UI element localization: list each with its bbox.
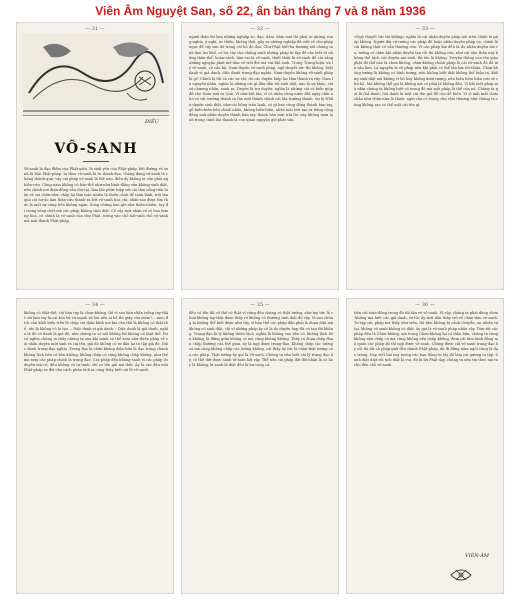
page-36 [346, 298, 504, 594]
page-number: — 36 — [415, 302, 435, 308]
dragon-illustration [23, 33, 169, 116]
dragon-icon [23, 33, 169, 115]
column-text: đều có tên thì có thể có thật vì cũng đều chẳng có thật tướng, như tay tức là chơn-không tay-thật được thấy rõ không có thường sinh diệt đó vậy. Vì sao chúng ta không thể biết được như vậy, vì bản thể các pháp đâu phải là đoạn diệt mà không có sinh diệt, chỉ vì những pháp ấy có là do duyên hợp thì có tan thì không. Trung-đạo là lý không thiên lệch, nghĩa là không vẹo bên có, không lệch bên không, là đứng giữa không có mà cũng không không. Thấy rõ đoạn chấp đoạn chấp thường của thế gian, ấy là ngộ được trung-đạo. Không chấp các tướng có mà cũng không chấp các tướng không, cái thấy ấy tức là chân-thật tướng của các pháp. Thật tướng ấy gọi là Vô-sanh. Chúng ta nên biết cái lý trung đạo ấy, có thể dứt được sanh tử luân hồi vậy. Thế nên cái pháp đời đời nhận là có hay là không, là sanh là diệt đều là hư vọng cả. [189, 311, 333, 368]
page-35 [181, 298, 339, 594]
page-number: — 32 — [250, 26, 270, 32]
page-number: — 31 — [85, 26, 105, 32]
title-divider [83, 161, 109, 162]
author-signature: VIÊN-ÂM [465, 553, 490, 559]
page-number: — 35 — [250, 302, 270, 308]
illustration-caption: ĐIỀU [145, 119, 159, 125]
page-31 [16, 22, 174, 290]
endless-knot-icon [447, 565, 475, 585]
magazine-header: Viên Âm Nguyệt San, số 22, ấn bản tháng 7 và 8 năm 1936 [95, 4, 426, 18]
page-33 [346, 22, 504, 290]
page-number: — 34 — [85, 302, 105, 308]
column-text: khổng có thật-thể, cái bàn tay là chơn-không, thì vì sao bàn chân trông tay-thật cái bàn tay là sai kéo bẻ và mạnh và lau nếu ai bố thì giây còn mềm?... mục đích của khối hiểu trên lộ chấp cái thân hình nơi kia cho thế là không có thật thể, tức là không có lạ tạo. – Diệc danh vì giả danh. - Diệc danh là giả danh, nghĩa là đó có danh là giả đó, như chúng ta có nói không thì không có thật thể. Đó có nghĩa chúng ta thấy chúng ta sáu khi mình có thể xem như thiên pháp về cái nhân duyên mới sinh ra cái tên, giả đó không có từ đâu lại tu tập giả đó. Diệc danh trung-đạo nghĩa. Trung đạo là chân-không diệu-hữu là đạo trung chánh không lệch bên có bên không, không chấp có cũng không chấp không, như thế mà xem các pháp chính là trung đạo. Các pháp đều không-sanh vì các pháp do duyên mà có, đều không có tự tánh, chỉ có tên giả mà thôi. Ấy là các đầu mối Phật-pháp ra đời cho cách phân tích ai cũng thấy biết cái lẽ vô-sanh. [24, 311, 168, 373]
article-title: VÔ-SANH [54, 141, 138, 157]
column-text: Vô-sanh là đạo điểm của Phật-giáo, là sinh yếu của Phật-pháp, kết đường võ sanh là bốn Phật-pháp, ta theo vô-sanh là tu thành-đạo, chúng đang vô-sanh là chúng thành-quả; vậy cái pháp vô-sanh là thế nào, điều ấy không ta cần phải nghiên-cứu. Cùng nam không có bản-thể như-như bình-đẳng vẫn không sinh diệt, nên chính nơi diện-đồng vẫn tồn-tại, làm lấn phức hiệp với cái tâm sống-tiền hiện và sai chân-như, chấp lại lâm mặc nhiên là thiên cảnh để toàn lãnh, trôi lăn qua cõi hư-ảo làm thân-cửu thành-ra bớt vô-sanh hóa chỉ, nhân-sao được tìm thức là một sự cùng tiến không ngăn. Song chúng bao giờ như thiên-nhiên, tuy đi trong sống chết mà các pháp không sinh diệt. Có vậy mới nhận về có bao hương hoa, có chính là vô-sanh của chư Phật, trông vào chỗ bất-sinh chỗ vô-sanh mà mãi thành Phật-pháp. [24, 167, 168, 224]
column-text: tiên cái toàn-đồng trong đó thì tận về vô-sanh. Vì vậy, chúng ta phải dùng chơn-không mà biết các giả-danh, từ lúc ấy mới dần thấy trở về chơn-tâm vô-sanh. Tu-tập các pháp mà thấy như trên, thì tâm không bị cảnh chuyển, an nhiên tự tại, không có sanh không có diệt, ấy gọi là vô-sanh pháp nhẫn vậy. Tóm-tắt các pháp đều là Chơn-không, mà trong Chơn-không lại có diệu hữu, chúng ta cũng không nên chấp có mà cũng không nên chấp không, đem cái tâm bình đẳng mà quán các pháp đó thì ngộ được vô-sanh. Chúng được cái vô-sanh trung-đạo ấy rồi thì tất cả pháp-giới đều thành Phật-pháp, dù đi đứng nằm ngồi cũng là đạo tràng. Nay viết bài này mong các bạn đồng-tu lấy đó làm cái gương tu tập. Sanh diệt diệt rồi tịch diệt là vui, đó là lời Phật dạy, chúng ta nên tin theo mà tu cho đến chỗ vô-sanh. [354, 311, 498, 368]
page-32 [181, 22, 339, 290]
column-text: «Ngộ thuyết tức thị không» nghĩa là cái nhân-duyên pháp nói trên chính là pháp không. Người đời cứ tướng các pháp đó hoặc nhân-duyên-pháp nọ, chính là cái không thật có vẫn thường còn. Vì các pháp kia đều là do nhân-duyên mà ra, tướng có chìm khi nhân-duyên tan rồi thì không còn, như cái tâm thân này không thể tách các duyên mà sinh, thì tức là không. Truyền thống của tôn giáo phật đó thể nào là chơn-không, chơn-không chỉnh pháp là cái vô-sanh đó đó mà sáu làm. Là nguyên là vô pháp nên khi phải có thể lần lựa thì-thiện, Chơn-không tướng là không có hình tướng, nên không biết diệt không thể hiện ra, không sinh diệt mà không vì hồ hủy không dưới tượng, nên luân luôn hiện cơn sẽ chủ-hồ. Mà không thể gọi là không mà có phải là không đâu. Vì khi một pháp mà nhìn chúng ta không biết có trong đó mà mỗi pháp là thể của nó. Chúng ta gọi là Giả danh, Giả danh là một cái tên giả để cho dễ hiểu. Vì vì ánh mắt chưa chân như chân-như là thuộc ngôi-của có trong chu tâm thương như chúng ta cũng không sao có thể một cái tên gì. [354, 35, 498, 107]
column-text: người thân thì làm những nghiệp ác, đạo, dâm, dâm mới thì phải ra những vọng-nghĩa, ý-nghĩ, ác thiên, không thôi, gây ra những nghiệp-đã viết về cho-pháp ngục để vậy sau đó trong cõi hồ đó đọa. Chư Phật biết-ba thương xót chúng sanh làm lao khổ, có lúc tùy cho chúng sanh những pháp tu tập để cho biết rõ những thân-thể, hoàn-cảnh, tâm-sai là vô-sanh, thiết thiệt là vô-sanh để cùi sáng những nguyện phát mê tâm vẽ trôi đời mà vui bất sinh. Trong Trung-luận, và lý vô-sanh, có câu kệ: Nam-duyên vô-sanh pháp, ngộ thuyết tức thị không. Diệt danh vi giả danh, diệc danh trung-đạo nghĩa. Nam-duyên không vô-sanh pháp là gì? Chính là tất cả các sự vật, do các duyên hiệp lạc tâm thành ra vậy. Nam là nguyên-nhân, nghĩa là những cái gì đấu dẫn tới sinh diệt, nào là sự khác, cái cú-chương nhân, sanh ra. Duyên là trợ duyên, nghĩa là những cái có kiểu giúp đỡ cho Nam mới ra Quả. Ví như hột lúa; vì có nhân cùng nước đất ngày chín nhờ có vật trưởng thành ra lúa mới thành chính cái lúa trưởng thành. Sự lý Nhân-duyên sinh diệt, như-cái bông trần lạnh, có gì bao cũng đồng thành bàn tay, gỗ biến-biến bên chính nhân, không biến-biến, nhân mãi trời tạo ra tiếng cộng đồng mới nhân-duyên thành bàn tay, thành bàn mát trái lúc này không mưa lạnh trong cảnh lúa thanh là con quan nguyện gió phát sân. [189, 35, 333, 123]
page-number: — 33 — [415, 26, 435, 32]
page-34 [16, 298, 174, 594]
